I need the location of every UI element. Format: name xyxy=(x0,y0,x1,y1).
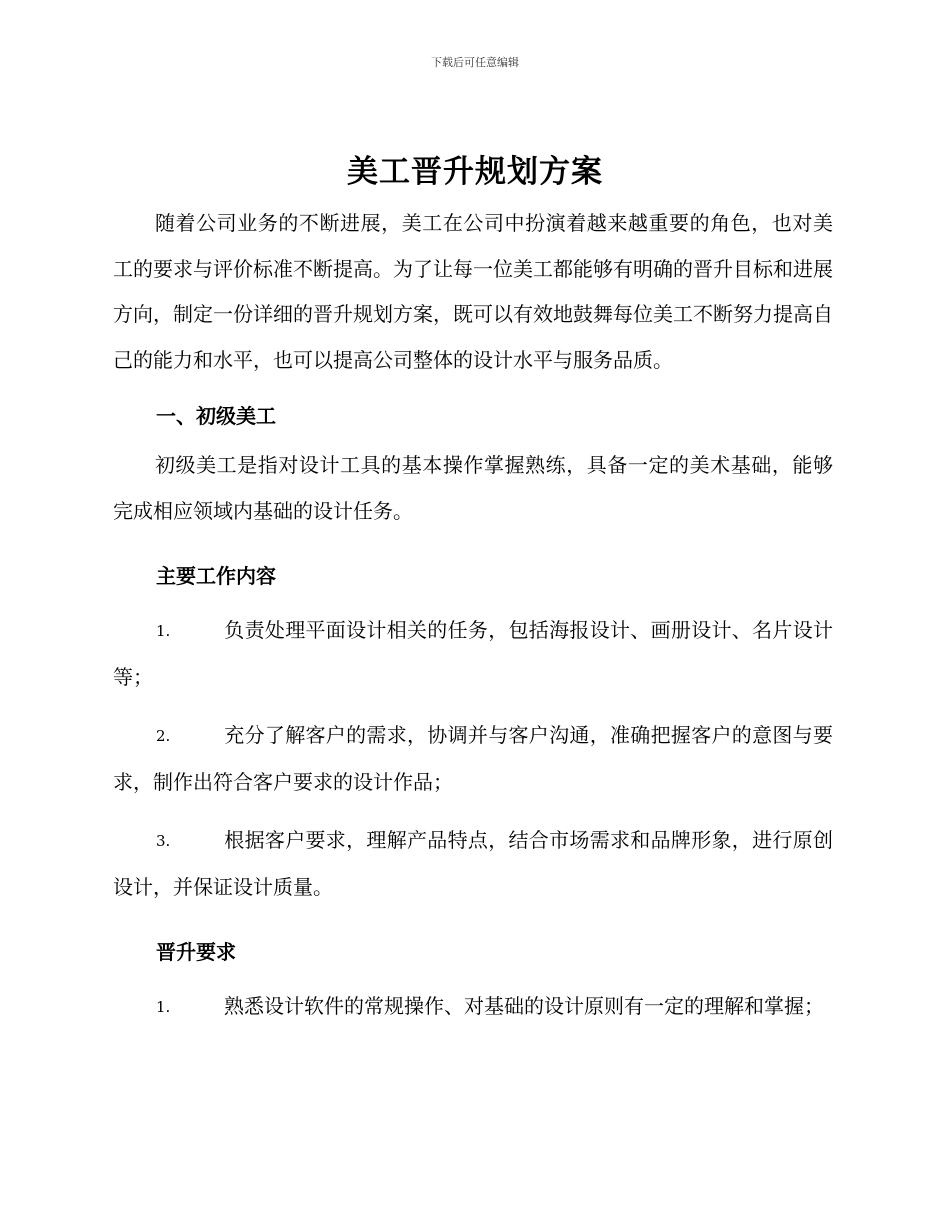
list-item xyxy=(113,713,833,805)
list-item-number: 2. xyxy=(156,727,171,745)
list-item-text: 负责处理平面设计相关的任务，包括海报设计、画册设计、名片设计等； xyxy=(113,618,833,689)
list-item xyxy=(113,984,833,1031)
subheading-promotion-requirements: 晋升要求 xyxy=(156,940,236,964)
list-item-number: 1. xyxy=(156,622,171,640)
list-item-text: 根据客户要求，理解产品特点，结合市场需求和品牌形象，进行原创设计，并保证设计质量。 xyxy=(113,828,833,899)
section-heading-junior-artist: 一、初级美工 xyxy=(156,404,276,428)
intro-paragraph: 随着公司业务的不断进展，美工在公司中扮演着越来越重要的角色，也对美工的要求与评价标准不断提高。为了让每一位美工都能够有明确的晋升目标和进展方向，制定一份详细的晋升规划方案，既可以有效地鼓舞每位美工不断努力提高自己的能力和水平，也可以提高公司整体的设计水平与服务品质。 xyxy=(113,211,833,372)
page-header-note: 下载后可任意编辑 xyxy=(431,56,519,69)
list-item-number: 3. xyxy=(156,832,171,850)
list-item-text: 充分了解客户的需求，协调并与客户沟通，准确把握客户的意图与要求，制作出符合客户要求的设计作品； xyxy=(113,723,833,794)
list-item xyxy=(113,608,833,700)
subheading-main-work: 主要工作内容 xyxy=(156,564,276,588)
list-item-number: 1. xyxy=(156,998,171,1016)
section-description: 初级美工是指对设计工具的基本操作掌握熟练，具备一定的美术基础，能够完成相应领域内基础的设计任务。 xyxy=(113,453,833,523)
list-item-text: 熟悉设计软件的常规操作、对基础的设计原则有一定的理解和掌握； xyxy=(224,994,824,1018)
document-title: 美工晋升规划方案 xyxy=(347,154,603,190)
list-item xyxy=(113,818,833,910)
document-body xyxy=(113,201,833,1031)
